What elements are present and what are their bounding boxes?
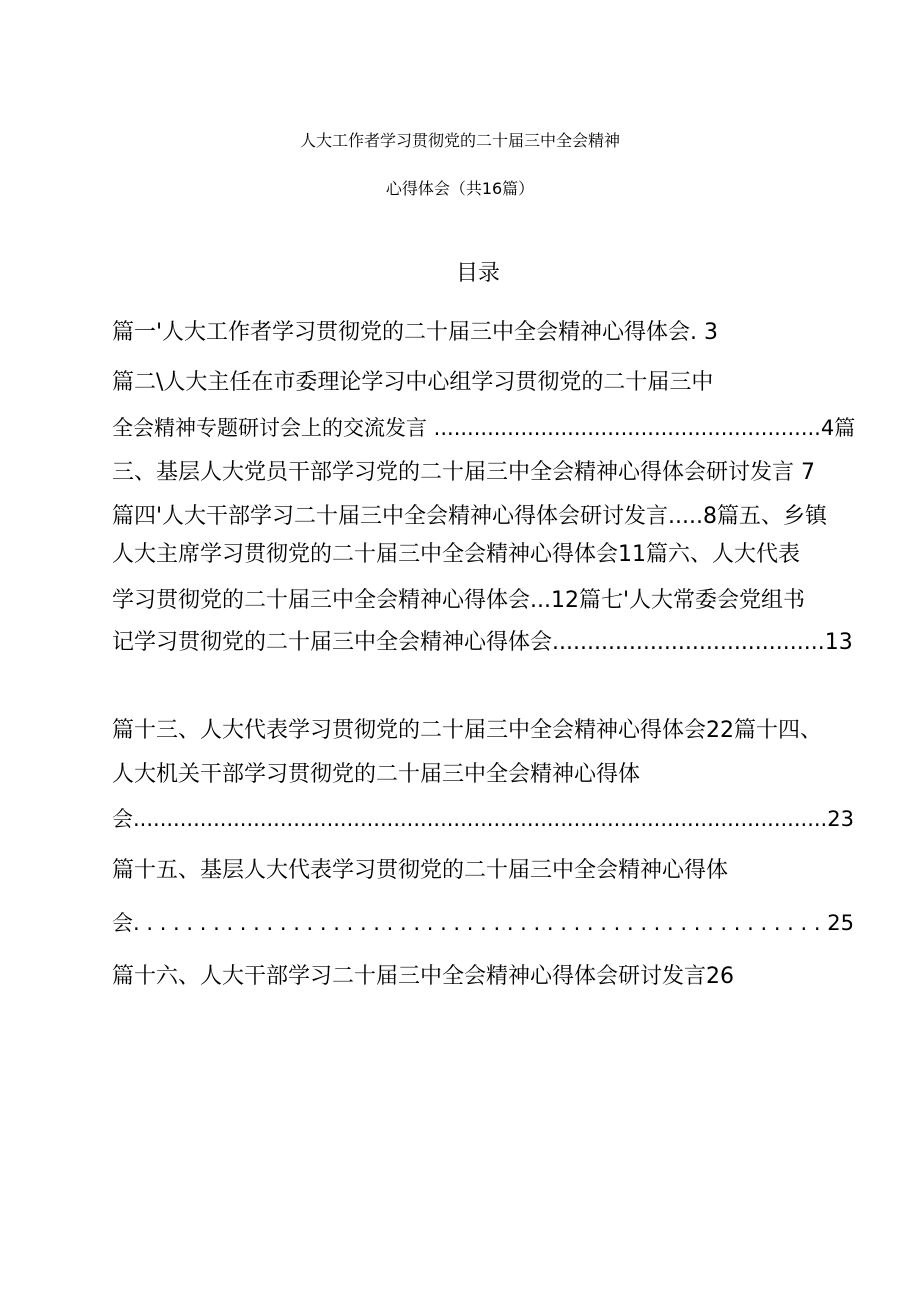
toc-line: 篇十三、人大代表学习贯彻党的二十届三中全会精神心得体会22篇十四、 [112,718,822,743]
toc-heading: 目录 [455,261,500,286]
toc-line: 篇十六、人大干部学习二十届三中全会精神心得体会研讨发言26 [112,964,734,989]
toc-line: 篇二\人大主任在市委理论学习中心组学习贯彻党的二十届三中 [112,370,714,395]
toc-line: 学习贯彻党的二十届三中全会精神心得体会...12篇七'人大常委会党组书 [112,588,806,613]
document-title-line-1: 人大工作者学习贯彻党的二十届三中全会精神 [299,131,620,150]
toc-line: 三、基层人大党员干部学习党的二十届三中全会精神心得体会研讨发言 7 [112,460,815,485]
toc-line: 会........................................................................................................23 [112,807,854,831]
toc-line: 会. . . . . . . . . . . . . . . . . . . . . . . . . . . . . . . . . . . . . . . . . . . . . . . . . . . . 25 [112,911,854,935]
toc-line: 篇一'人大工作者学习贯彻党的二十届三中全会精神心得体会. 3 [112,320,719,345]
toc-line: 记学习贯彻党的二十届三中全会精神心得体会.......................................13 [112,630,853,655]
toc-line: 全会精神专题研讨会上的交流发言 ..........................................................4篇 [112,416,856,440]
toc-line: 篇四'人大干部学习二十届三中全会精神心得体会研讨发言.....8篇五、乡镇 [112,504,828,529]
document-title-line-2: 心得体会（共16篇） [385,179,535,198]
toc-line: 人大机关干部学习贯彻党的二十届三中全会精神心得体 [112,762,641,787]
toc-line: 篇十五、基层人大代表学习贯彻党的二十届三中全会精神心得体 [112,858,729,883]
toc-line: 人大主席学习贯彻党的二十届三中全会精神心得体会11篇六、人大代表 [112,542,800,567]
